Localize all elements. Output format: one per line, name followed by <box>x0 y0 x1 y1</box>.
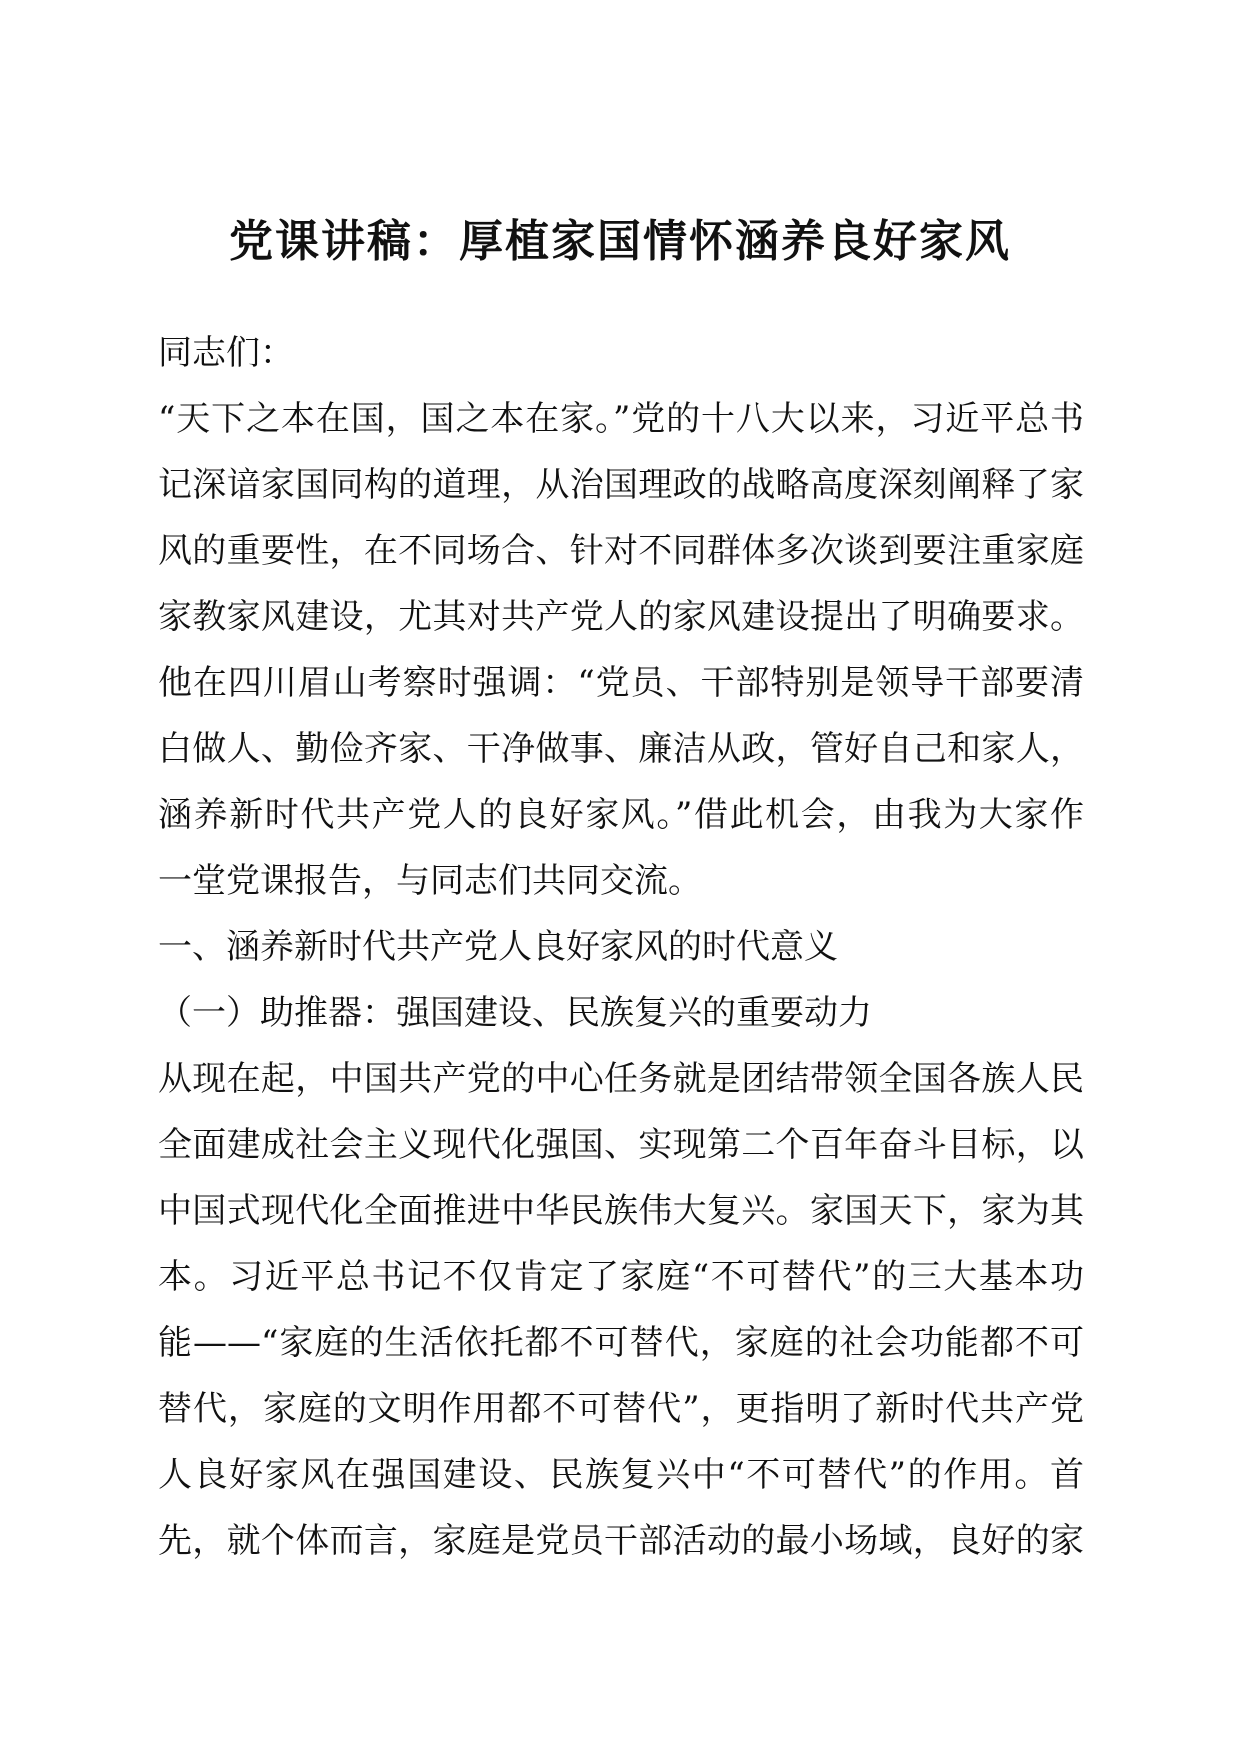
greeting: 同志们： <box>158 333 294 373</box>
paragraph-intro <box>158 386 1084 914</box>
text-line: 白做人、勤俭齐家、干净做事、廉洁从政，管好自己和家人， <box>158 729 1084 769</box>
text-line: 先，就个体而言，家庭是党员干部活动的最小场域，良好的家 <box>158 1521 1084 1561</box>
text-line: 涵养新时代共产党人的良好家风。”借此机会，由我为大家作 <box>158 795 1084 835</box>
text-line: 家教家风建设，尤其对共产党人的家风建设提出了明确要求。 <box>158 597 1084 637</box>
text-line: 能——“家庭的生活依托都不可替代，家庭的社会功能都不可 <box>158 1323 1084 1363</box>
subsection-heading: （一）助推器：强国建设、民族复兴的重要动力 <box>158 993 872 1033</box>
text-line: 记深谙家国同构的道理，从治国理政的战略高度深刻阐释了家 <box>158 465 1084 505</box>
paragraph-section-one <box>158 1046 1084 1574</box>
text-line: 一堂党课报告，与同志们共同交流。 <box>158 861 702 901</box>
text-line: 从现在起，中国共产党的中心任务就是团结带领全国各族人民 <box>158 1059 1084 1099</box>
document-body <box>158 320 1084 1574</box>
text-line: 中国式现代化全面推进中华民族伟大复兴。家国天下，家为其 <box>158 1191 1084 1231</box>
section-heading: 一、涵养新时代共产党人良好家风的时代意义 <box>158 927 838 967</box>
text-line: 替代，家庭的文明作用都不可替代”，更指明了新时代共产党 <box>158 1389 1084 1429</box>
text-line: 人良好家风在强国建设、民族复兴中“不可替代”的作用。首 <box>158 1455 1084 1495</box>
text-line: “天下之本在国，国之本在家。”党的十八大以来，习近平总书 <box>158 399 1084 439</box>
text-line: 风的重要性，在不同场合、针对不同群体多次谈到要注重家庭 <box>158 531 1084 571</box>
text-line: 他在四川眉山考察时强调：“党员、干部特别是领导干部要清 <box>158 663 1084 703</box>
document-title: 党课讲稿：厚植家国情怀涵养良好家风 <box>229 216 1011 267</box>
text-line: 本。习近平总书记不仅肯定了家庭“不可替代”的三大基本功 <box>158 1257 1084 1297</box>
text-line: 全面建成社会主义现代化强国、实现第二个百年奋斗目标，以 <box>158 1125 1084 1165</box>
